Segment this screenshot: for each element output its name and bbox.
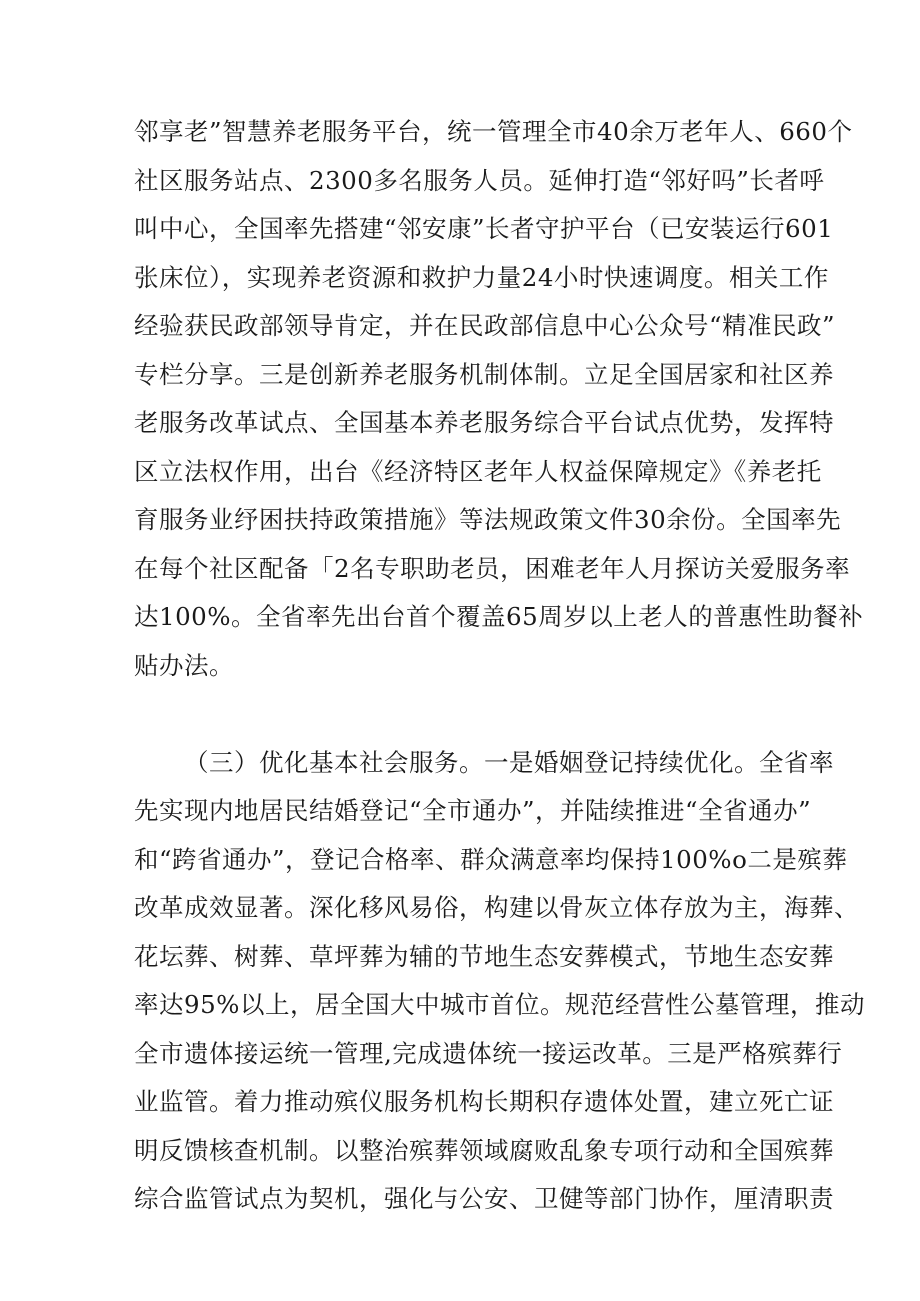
- text-line: 率达95%以上，居全国大中城市首位。规范经营性公墓管理，推动: [134, 990, 865, 1019]
- text-line: 综合监管试点为契机，强化与公安、卫健等部门协作，厘清职责: [134, 1184, 834, 1213]
- text-line: 先实现内地居民结婚登记“全市通办”，并陆续推进“全省通办”: [134, 796, 812, 825]
- paragraph-gap: [134, 690, 804, 739]
- text-line: 叫中心，全国率先搭建“邻安康”长者守护平台（已安装运行601: [134, 214, 834, 243]
- text-line: 张床位），实现养老资源和救护力量24小时快速调度。相关工作: [134, 262, 829, 292]
- paragraph-1: [134, 108, 864, 690]
- text-line: 经验获民政部领导肯定，并在民政部信息中心公众号“精准民政”: [134, 311, 836, 340]
- text-line: （三）优化基本社会服务。一是婚姻登记持续优化。全省率: [184, 747, 834, 777]
- text-line: 区立法权作用，出台《经济特区老年人权益保障规定》《养老托: [134, 456, 822, 486]
- text-line: 社区服务站点、2300多名服务人员。延伸打造“邻好吗”长者呼: [134, 165, 825, 195]
- text-line: 花坛葬、树葬、草坪葬为辅的节地生态安葬模式，节地生态安葬: [134, 941, 834, 971]
- text-line: 和“跨省通办”，登记合格率、群众满意率均保持100%o二是殡葬: [134, 844, 848, 874]
- text-line: 达100%。全省率先出台首个覆盖65周岁以上老人的普惠性助餐补: [134, 602, 864, 631]
- text-line: 业监管。着力推动殡仪服务机构长期积存遗体处置，建立死亡证: [134, 1087, 834, 1116]
- text-line: 专栏分享。三是创新养老服务机制体制。立足全国居家和社区养: [134, 359, 834, 389]
- paragraph-2: [134, 739, 865, 1224]
- text-line: 邻享老”智慧养老服务平台，统一管理全市40余万老年人、660个: [134, 117, 853, 146]
- text-line: 全市遗体接运统一管理,完成遗体统一接运改革。三是严格殡葬行: [134, 1038, 843, 1068]
- text-line: 明反馈核查机制。以整治殡葬领域腐败乱象专项行动和全国殡葬: [134, 1135, 834, 1165]
- text-line: 育服务业纾困扶持政策措施》等法规政策文件30余份。全国率先: [134, 505, 842, 534]
- text-line: 在每个社区配备「2名专职助老员，困难老年人月探访关爱服务率: [134, 553, 851, 583]
- text-line: 老服务改革试点、全国基本养老服务综合平台试点优势，发挥特: [134, 408, 834, 437]
- text-line: 贴办法。: [134, 650, 234, 680]
- text-line: 改革成效显著。深化移风易俗，构建以骨灰立体存放为主，海葬、: [134, 893, 859, 922]
- document-body: [134, 108, 865, 1224]
